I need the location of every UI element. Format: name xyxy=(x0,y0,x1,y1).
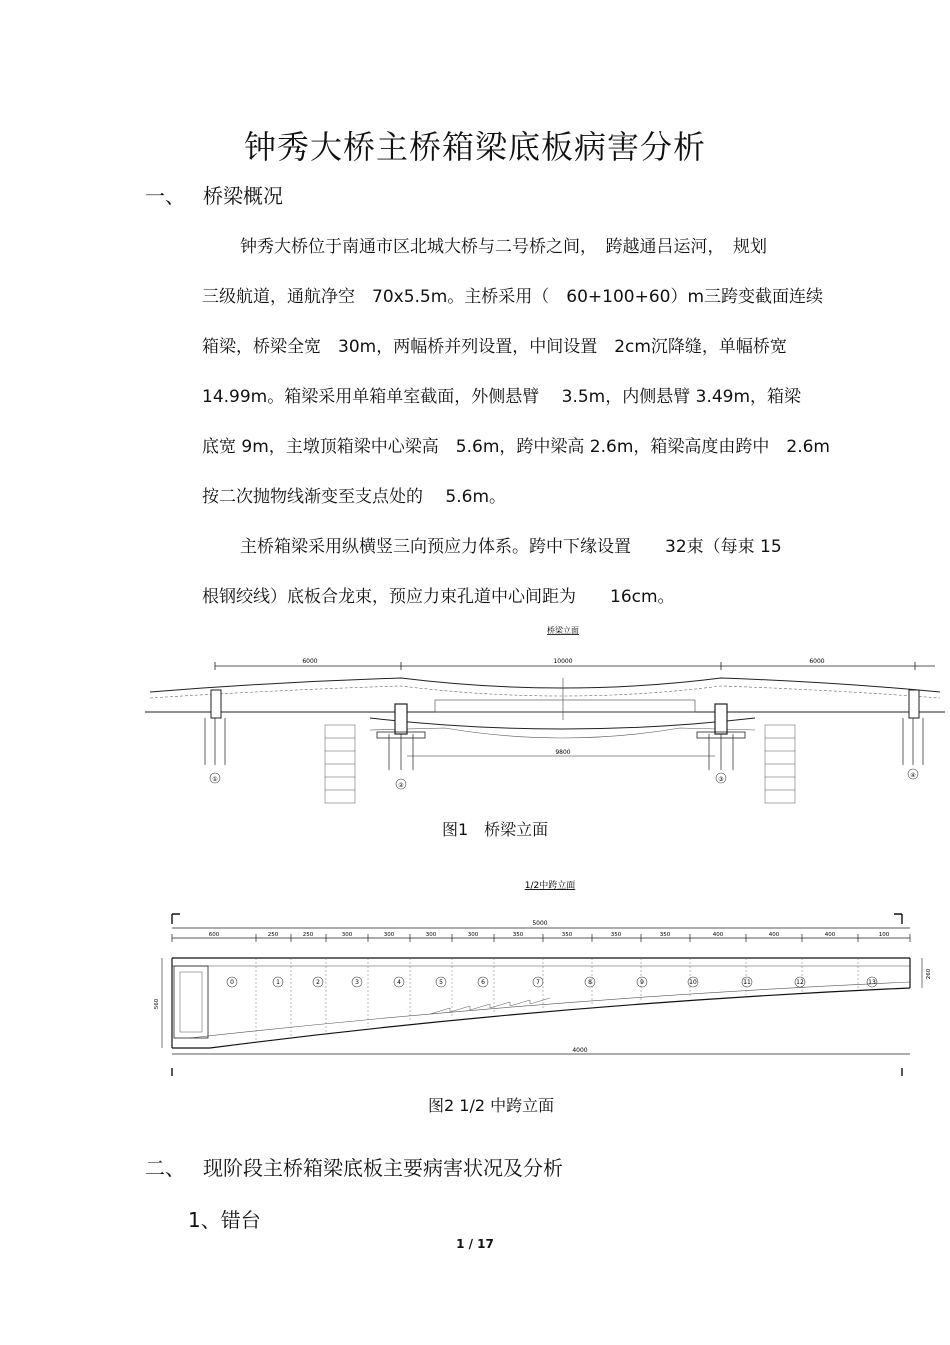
section-title: 桥梁概况 xyxy=(203,184,283,208)
para1-line-3: 箱梁，桥梁全宽 30m，两幅桥并列设置，中间设置 2cm沉降缝，单幅桥宽 xyxy=(202,337,787,357)
para1-line-6: 按二次抛物线渐变至支点处的 5.6m。 xyxy=(202,487,506,507)
left-height-dim: 560 xyxy=(154,998,160,1010)
bridge-elevation-drawing xyxy=(145,620,945,810)
segment-number: 5 xyxy=(439,979,443,986)
segment-dim: 300 xyxy=(425,932,437,938)
section-number: 二、 xyxy=(145,1156,185,1180)
segment-dim: 350 xyxy=(610,932,622,938)
segment-number: 11 xyxy=(743,979,751,986)
section-heading-2 xyxy=(145,1152,845,1180)
segment-number: 3 xyxy=(355,979,359,986)
dim-side-span-right: 6000 xyxy=(809,658,825,665)
para1-line-2: 三级航道，通航净空 70x5.5m。主桥采用（ 60+100+60）m三跨变截面连续 xyxy=(202,287,824,307)
drawing-title: 桥梁立面 xyxy=(547,626,579,635)
pier-label-3: ③ xyxy=(718,776,724,783)
segment-number: 0 xyxy=(230,979,234,986)
segment-dim: 300 xyxy=(341,932,353,938)
segment-number: 8 xyxy=(588,979,592,986)
para1-line-1: 钟秀大桥位于南通市区北城大桥与二号桥之间， 跨越通吕运河， 规划 xyxy=(240,237,767,257)
section-heading-1 xyxy=(145,180,645,208)
segment-number: 4 xyxy=(397,979,401,986)
para2-line-2: 根钢绞线）底板合龙束，预应力束孔道中心间距为 16cm。 xyxy=(202,587,675,607)
segment-dim: 350 xyxy=(561,932,573,938)
pier-label-4: ④ xyxy=(910,772,916,779)
segment-number: 12 xyxy=(796,979,804,986)
segment-number: 1 xyxy=(276,979,280,986)
drawing-title: 1/2中跨立面 xyxy=(524,881,576,891)
segment-number: 6 xyxy=(481,979,485,986)
dim-side-span-left: 6000 xyxy=(302,658,318,665)
bottom-length-dim: 4000 xyxy=(572,1047,588,1054)
span-dim-label: 9800 xyxy=(555,749,571,756)
segment-number: 2 xyxy=(316,979,320,986)
page-title: 钟秀大桥主桥箱梁底板病害分析 xyxy=(243,128,706,166)
total-length-dim: 5000 xyxy=(532,920,548,927)
section-number: 一、 xyxy=(145,184,185,208)
mid-span-elevation-drawing xyxy=(150,872,940,1082)
segment-number: 9 xyxy=(640,979,644,986)
subsection-heading: 1、错台 xyxy=(188,1208,261,1232)
figure-2-caption: 图2 1/2 中跨立面 xyxy=(428,1096,555,1115)
segment-dim: 250 xyxy=(267,932,279,938)
segment-number: 7 xyxy=(536,979,540,986)
segment-dim: 400 xyxy=(712,932,724,938)
page-number: 1 / 17 xyxy=(456,1237,494,1251)
para1-line-4: 14.99m。箱梁采用单箱单室截面，外侧悬臂 3.5m，内侧悬臂 3.49m，箱梁 xyxy=(202,387,802,407)
segment-dim: 300 xyxy=(383,932,395,938)
para1-line-5: 底宽 9m，主墩顶箱梁中心梁高 5.6m，跨中梁高 2.6m，箱梁高度由跨中 2.6m xyxy=(202,437,830,457)
section-title: 现阶段主桥箱梁底板主要病害状况及分析 xyxy=(203,1156,563,1180)
segment-dim: 350 xyxy=(512,932,524,938)
segment-dim: 350 xyxy=(659,932,671,938)
segment-dim: 600 xyxy=(208,932,220,938)
figure-1-caption: 图1 桥梁立面 xyxy=(442,820,549,839)
para2-line-1: 主桥箱梁采用纵横竖三向预应力体系。跨中下缘设置 32束（每束 15 xyxy=(240,537,782,557)
segment-dim: 400 xyxy=(824,932,836,938)
right-height-dim: 260 xyxy=(926,968,932,980)
segment-number: 13 xyxy=(868,979,876,986)
dim-main-span: 10000 xyxy=(553,658,573,665)
segment-dim: 250 xyxy=(302,932,314,938)
segment-dim: 400 xyxy=(768,932,780,938)
segment-dim: 100 xyxy=(878,932,890,938)
pier-label-2: ② xyxy=(398,782,404,789)
pier-label-1: ① xyxy=(212,776,218,783)
segment-dim: 300 xyxy=(467,932,479,938)
segment-number: 10 xyxy=(689,979,697,986)
